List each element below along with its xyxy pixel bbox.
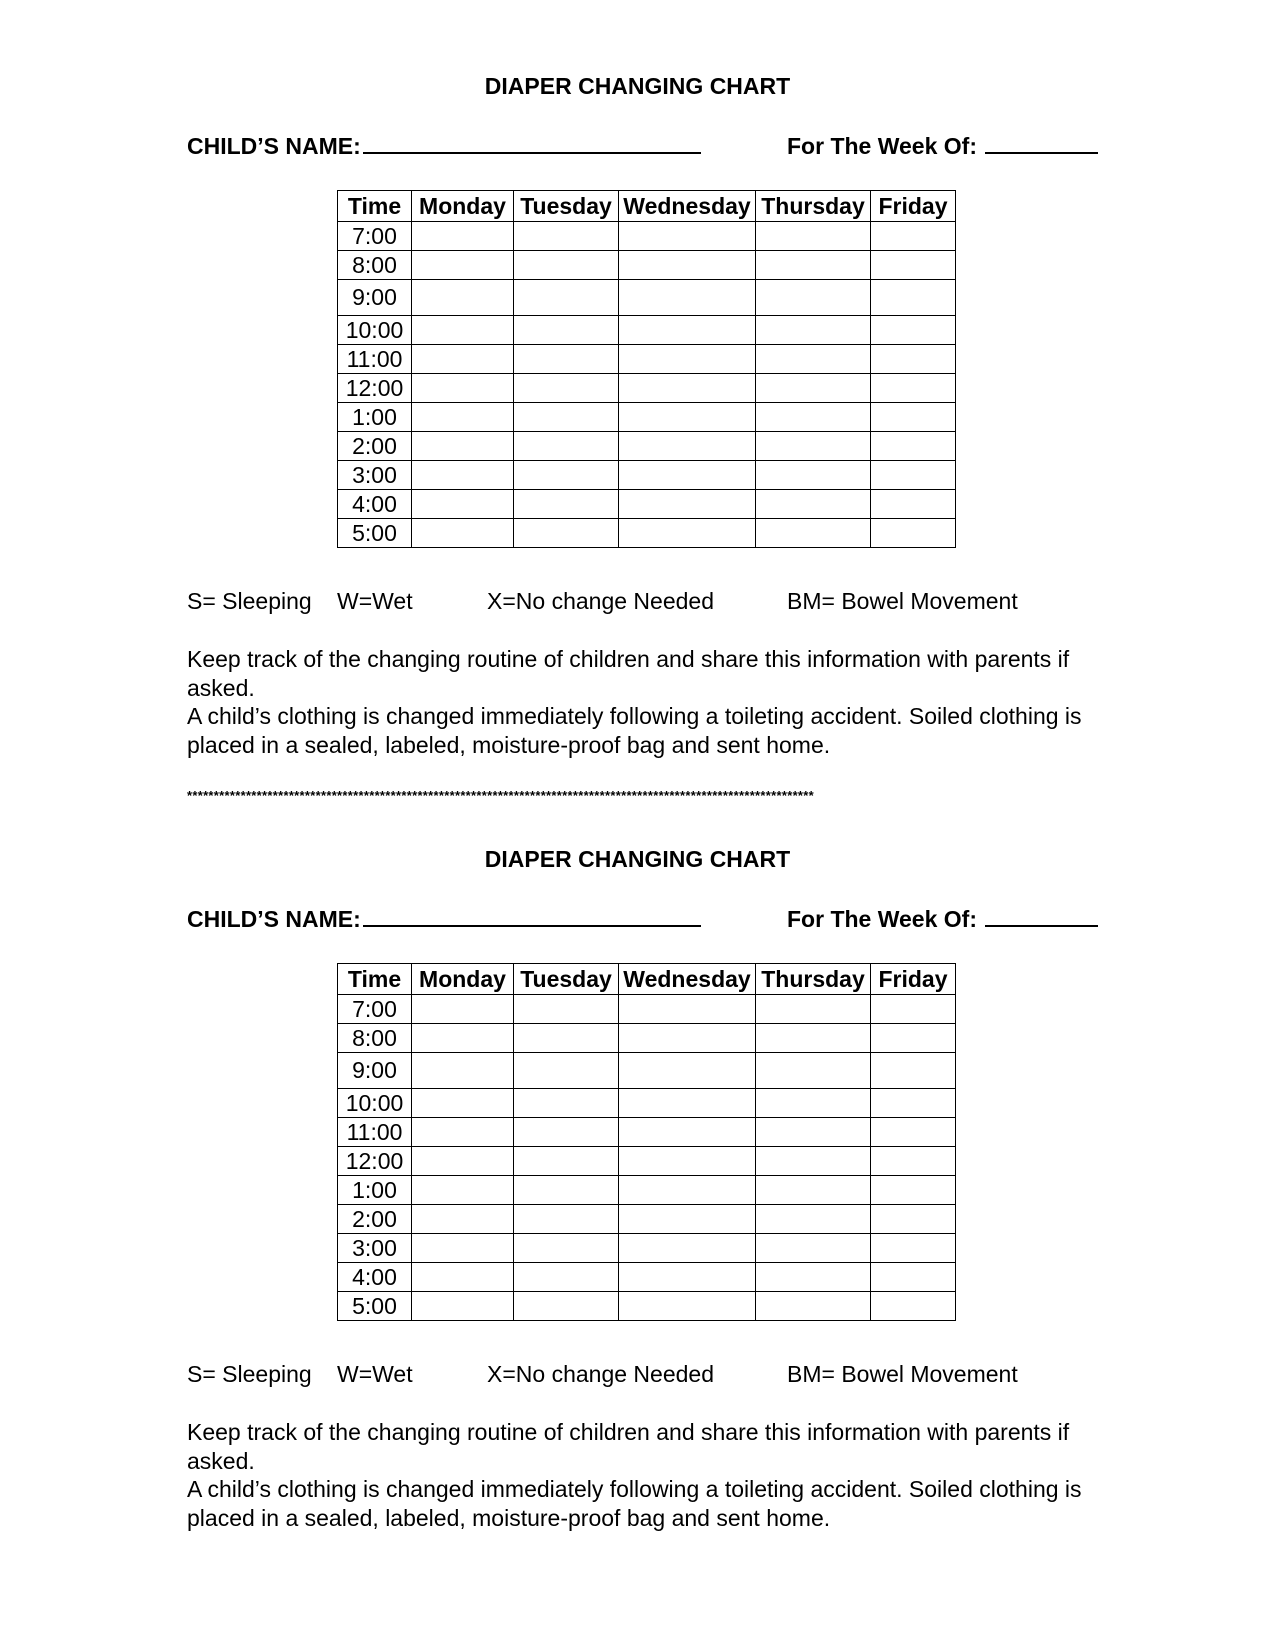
entry-cell[interactable]	[871, 345, 956, 374]
time-cell: 7:00	[338, 222, 412, 251]
entry-cell[interactable]	[412, 1147, 514, 1176]
cut-line-divider: *********************************************************************************************************************	[187, 788, 815, 803]
entry-cell[interactable]	[756, 519, 871, 548]
time-cell: 12:00	[338, 1147, 412, 1176]
entry-cell[interactable]	[619, 1263, 756, 1292]
header-thursday: Thursday	[756, 964, 871, 995]
chart-section-1	[0, 0, 1275, 760]
entry-cell[interactable]	[756, 432, 871, 461]
entry-cell[interactable]	[619, 403, 756, 432]
chart-title: DIAPER CHANGING CHART	[484, 73, 791, 99]
table-row	[338, 222, 956, 251]
entry-cell[interactable]	[619, 1053, 756, 1089]
entry-cell[interactable]	[514, 374, 619, 403]
legend-no-change: X=No change Needed	[487, 588, 714, 614]
entry-cell[interactable]	[756, 1024, 871, 1053]
entry-cell[interactable]	[514, 1147, 619, 1176]
entry-cell[interactable]	[412, 222, 514, 251]
entry-cell[interactable]	[619, 432, 756, 461]
header-monday: Monday	[412, 964, 514, 995]
entry-cell[interactable]	[756, 1292, 871, 1321]
entry-cell[interactable]	[619, 1176, 756, 1205]
entry-cell[interactable]	[619, 280, 756, 316]
entry-cell[interactable]	[871, 519, 956, 548]
entry-cell[interactable]	[619, 490, 756, 519]
header-thursday: Thursday	[756, 191, 871, 222]
childs-name-field	[187, 906, 701, 933]
entry-cell[interactable]	[514, 403, 619, 432]
entry-cell[interactable]	[412, 1089, 514, 1118]
time-cell: 10:00	[338, 316, 412, 345]
table-header-row	[338, 964, 956, 995]
childs-name-field	[187, 133, 701, 160]
entry-cell[interactable]	[412, 461, 514, 490]
table-row	[338, 1024, 956, 1053]
entry-cell[interactable]	[412, 1176, 514, 1205]
policy-paragraph: A child’s clothing is changed immediately following a toileting accident. Soiled clothing is placed in a sealed, labeled, moisture-proof bag and sent home.	[187, 1476, 1082, 1531]
time-cell: 10:00	[338, 1089, 412, 1118]
entry-cell[interactable]	[619, 1024, 756, 1053]
entry-cell[interactable]	[514, 432, 619, 461]
table-row	[338, 1205, 956, 1234]
table-row	[338, 1053, 956, 1089]
time-cell: 11:00	[338, 1118, 412, 1147]
entry-cell[interactable]	[514, 1292, 619, 1321]
entry-cell[interactable]	[412, 403, 514, 432]
entry-cell[interactable]	[514, 1024, 619, 1053]
diaper-chart-table	[337, 190, 956, 548]
table-row	[338, 432, 956, 461]
entry-cell[interactable]	[756, 316, 871, 345]
entry-cell[interactable]	[756, 280, 871, 316]
entry-cell[interactable]	[514, 345, 619, 374]
time-cell: 3:00	[338, 1234, 412, 1263]
table-row	[338, 995, 956, 1024]
time-cell: 9:00	[338, 280, 412, 316]
entry-cell[interactable]	[412, 374, 514, 403]
time-cell: 5:00	[338, 519, 412, 548]
entry-cell[interactable]	[514, 1234, 619, 1263]
instruction-paragraph: Keep track of the changing routine of children and share this information with parents if asked.	[187, 1419, 1070, 1474]
time-cell: 4:00	[338, 490, 412, 519]
entry-cell[interactable]	[619, 374, 756, 403]
legend-bowel-movement: BM= Bowel Movement	[787, 1361, 1018, 1387]
childs-name-blank[interactable]	[363, 150, 701, 154]
entry-cell[interactable]	[514, 995, 619, 1024]
entry-cell[interactable]	[756, 490, 871, 519]
entry-cell[interactable]	[756, 374, 871, 403]
legend-bowel-movement: BM= Bowel Movement	[787, 588, 1018, 614]
entry-cell[interactable]	[871, 1176, 956, 1205]
entry-cell[interactable]	[619, 1234, 756, 1263]
entry-cell[interactable]	[871, 461, 956, 490]
week-of-label: For The Week Of:	[787, 906, 977, 932]
legend-sleeping: S= Sleeping	[187, 1361, 312, 1387]
entry-cell[interactable]	[412, 1118, 514, 1147]
chart-section-2	[0, 773, 1275, 1533]
table-row	[338, 1263, 956, 1292]
entry-cell[interactable]	[871, 403, 956, 432]
week-of-field	[787, 133, 1098, 160]
entry-cell[interactable]	[871, 432, 956, 461]
entry-cell[interactable]	[871, 1292, 956, 1321]
entry-cell[interactable]	[412, 1205, 514, 1234]
table-row	[338, 316, 956, 345]
entry-cell[interactable]	[619, 345, 756, 374]
table-row	[338, 1089, 956, 1118]
table-row	[338, 345, 956, 374]
table-row	[338, 280, 956, 316]
entry-cell[interactable]	[412, 1024, 514, 1053]
header-friday: Friday	[871, 191, 956, 222]
entry-cell[interactable]	[619, 461, 756, 490]
table-row	[338, 461, 956, 490]
entry-cell[interactable]	[756, 251, 871, 280]
entry-cell[interactable]	[514, 251, 619, 280]
table-row	[338, 1118, 956, 1147]
header-time: Time	[338, 191, 412, 222]
entry-cell[interactable]	[871, 1118, 956, 1147]
entry-cell[interactable]	[514, 1089, 619, 1118]
entry-cell[interactable]	[412, 519, 514, 548]
entry-cell[interactable]	[412, 1234, 514, 1263]
time-cell: 3:00	[338, 461, 412, 490]
time-cell: 1:00	[338, 403, 412, 432]
entry-cell[interactable]	[756, 461, 871, 490]
entry-cell[interactable]	[514, 1176, 619, 1205]
entry-cell[interactable]	[619, 1089, 756, 1118]
header-monday: Monday	[412, 191, 514, 222]
header-time: Time	[338, 964, 412, 995]
entry-cell[interactable]	[756, 1089, 871, 1118]
week-of-blank[interactable]	[985, 150, 1098, 154]
entry-cell[interactable]	[871, 1024, 956, 1053]
entry-cell[interactable]	[619, 1147, 756, 1176]
table-header-row	[338, 191, 956, 222]
instruction-paragraph: Keep track of the changing routine of children and share this information with parents if asked.	[187, 646, 1070, 701]
legend-wet: W=Wet	[337, 1361, 413, 1387]
table-row	[338, 403, 956, 432]
header-wednesday: Wednesday	[619, 964, 756, 995]
legend-sleeping: S= Sleeping	[187, 588, 312, 614]
entry-cell[interactable]	[412, 432, 514, 461]
entry-cell[interactable]	[412, 345, 514, 374]
entry-cell[interactable]	[756, 1234, 871, 1263]
diaper-chart-table	[337, 963, 956, 1321]
table-row	[338, 490, 956, 519]
entry-cell[interactable]	[871, 1205, 956, 1234]
entry-cell[interactable]	[871, 251, 956, 280]
entry-cell[interactable]	[871, 490, 956, 519]
entry-cell[interactable]	[514, 222, 619, 251]
entry-cell[interactable]	[756, 222, 871, 251]
entry-cell[interactable]	[756, 345, 871, 374]
entry-cell[interactable]	[756, 1053, 871, 1089]
entry-cell[interactable]	[514, 490, 619, 519]
entry-cell[interactable]	[412, 490, 514, 519]
header-tuesday: Tuesday	[514, 191, 619, 222]
entry-cell[interactable]	[871, 316, 956, 345]
header-friday: Friday	[871, 964, 956, 995]
entry-cell[interactable]	[756, 995, 871, 1024]
entry-cell[interactable]	[619, 1292, 756, 1321]
entry-cell[interactable]	[514, 461, 619, 490]
entry-cell[interactable]	[871, 222, 956, 251]
entry-cell[interactable]	[871, 374, 956, 403]
entry-cell[interactable]	[514, 1118, 619, 1147]
entry-cell[interactable]	[412, 1263, 514, 1292]
entry-cell[interactable]	[756, 1263, 871, 1292]
entry-cell[interactable]	[871, 1263, 956, 1292]
legend-no-change: X=No change Needed	[487, 1361, 714, 1387]
entry-cell[interactable]	[412, 1292, 514, 1321]
entry-cell[interactable]	[619, 1118, 756, 1147]
time-cell: 4:00	[338, 1263, 412, 1292]
entry-cell[interactable]	[514, 1205, 619, 1234]
entry-cell[interactable]	[756, 1147, 871, 1176]
time-cell: 8:00	[338, 1024, 412, 1053]
time-cell: 7:00	[338, 995, 412, 1024]
chart-title: DIAPER CHANGING CHART	[484, 846, 791, 872]
entry-cell[interactable]	[412, 251, 514, 280]
entry-cell[interactable]	[619, 251, 756, 280]
week-of-blank[interactable]	[985, 923, 1098, 927]
childs-name-blank[interactable]	[363, 923, 701, 927]
entry-cell[interactable]	[871, 1053, 956, 1089]
time-cell: 8:00	[338, 251, 412, 280]
entry-cell[interactable]	[871, 280, 956, 316]
entry-cell[interactable]	[514, 280, 619, 316]
table-row	[338, 519, 956, 548]
entry-cell[interactable]	[871, 995, 956, 1024]
time-cell: 9:00	[338, 1053, 412, 1089]
time-cell: 2:00	[338, 432, 412, 461]
entry-cell[interactable]	[412, 995, 514, 1024]
entry-cell[interactable]	[756, 1205, 871, 1234]
time-cell: 12:00	[338, 374, 412, 403]
table-row	[338, 374, 956, 403]
table-row	[338, 1176, 956, 1205]
childs-name-label: CHILD’S NAME:	[187, 906, 361, 932]
entry-cell[interactable]	[619, 316, 756, 345]
week-of-field	[787, 906, 1098, 933]
entry-cell[interactable]	[412, 1053, 514, 1089]
entry-cell[interactable]	[619, 222, 756, 251]
time-cell: 11:00	[338, 345, 412, 374]
childs-name-label: CHILD’S NAME:	[187, 133, 361, 159]
entry-cell[interactable]	[756, 1176, 871, 1205]
table-row	[338, 1292, 956, 1321]
entry-cell[interactable]	[871, 1234, 956, 1263]
table-row	[338, 1234, 956, 1263]
week-of-label: For The Week Of:	[787, 133, 977, 159]
entry-cell[interactable]	[871, 1089, 956, 1118]
legend-wet: W=Wet	[337, 588, 413, 614]
header-tuesday: Tuesday	[514, 964, 619, 995]
time-cell: 2:00	[338, 1205, 412, 1234]
time-cell: 1:00	[338, 1176, 412, 1205]
entry-cell[interactable]	[756, 403, 871, 432]
entry-cell[interactable]	[514, 1263, 619, 1292]
entry-cell[interactable]	[514, 1053, 619, 1089]
entry-cell[interactable]	[871, 1147, 956, 1176]
entry-cell[interactable]	[619, 995, 756, 1024]
entry-cell[interactable]	[412, 316, 514, 345]
entry-cell[interactable]	[619, 1205, 756, 1234]
header-wednesday: Wednesday	[619, 191, 756, 222]
time-cell: 5:00	[338, 1292, 412, 1321]
policy-paragraph: A child’s clothing is changed immediately following a toileting accident. Soiled clothing is placed in a sealed, labeled, moisture-proof bag and sent home.	[187, 703, 1082, 758]
entry-cell[interactable]	[756, 1118, 871, 1147]
entry-cell[interactable]	[412, 280, 514, 316]
table-row	[338, 251, 956, 280]
entry-cell[interactable]	[514, 519, 619, 548]
table-row	[338, 1147, 956, 1176]
entry-cell[interactable]	[514, 316, 619, 345]
entry-cell[interactable]	[619, 519, 756, 548]
